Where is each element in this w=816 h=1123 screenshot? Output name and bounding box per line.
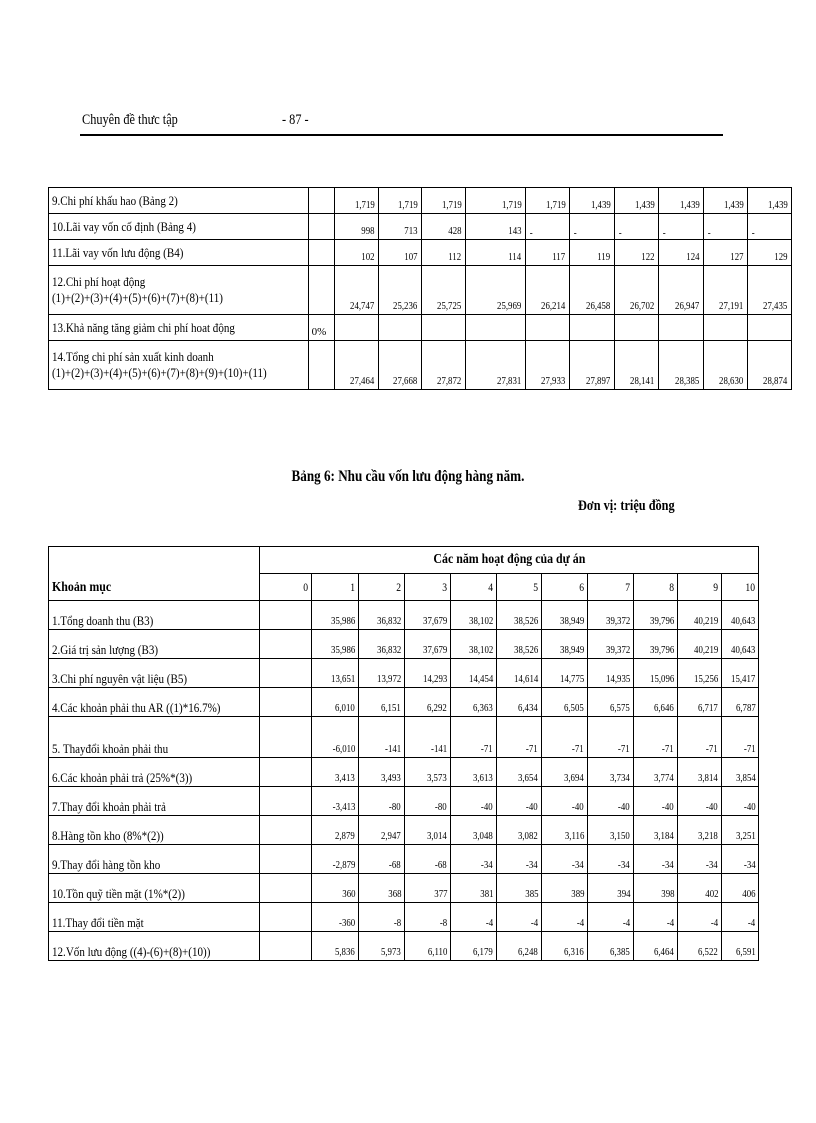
value-cell: 27,831: [465, 341, 525, 390]
value-cell: 6,110: [405, 932, 451, 961]
value-cell: -141: [359, 717, 405, 758]
year-header: 6: [542, 574, 588, 601]
value-cell: 37,679: [405, 630, 451, 659]
row-label: 4.Các khoản phải thu AR ((1)*16.7%): [49, 688, 260, 717]
year-header: 1: [312, 574, 359, 601]
row-label: 9.Chi phí khấu hao (Bảng 2): [49, 188, 309, 214]
base-cell: [308, 240, 334, 266]
working-capital-table: [48, 546, 759, 961]
value-cell: -: [747, 214, 791, 240]
value-cell: [260, 845, 312, 874]
value-cell: 3,251: [722, 816, 759, 845]
value-cell: 37,679: [405, 601, 451, 630]
value-cell: 428: [421, 214, 465, 240]
value-cell: -4: [451, 903, 497, 932]
year-header: 3: [405, 574, 451, 601]
value-cell: 713: [378, 214, 421, 240]
value-cell: -34: [678, 845, 722, 874]
year-header: 10: [722, 574, 759, 601]
value-cell: 124: [658, 240, 703, 266]
table-row: [49, 758, 759, 787]
value-cell: 38,949: [542, 601, 588, 630]
value-cell: 394: [588, 874, 634, 903]
value-cell: 36,832: [359, 630, 405, 659]
table-caption: Bảng 6: Nhu cầu vốn lưu động hàng năm.: [291, 468, 525, 485]
value-cell: -4: [634, 903, 678, 932]
value-cell: 15,256: [678, 659, 722, 688]
year-header: 7: [588, 574, 634, 601]
row-label: 13.Khả năng tăng giảm chi phí hoat động: [49, 315, 309, 341]
table-row: [49, 341, 792, 390]
value-cell: -34: [497, 845, 542, 874]
table-row: [49, 659, 759, 688]
row-label: 2.Giá trị sản lượng (B3): [49, 630, 260, 659]
value-cell: 1,719: [334, 188, 378, 214]
row-label: 9.Thay đổi hàng tồn kho: [49, 845, 260, 874]
item-header: Khoản mục: [49, 547, 260, 601]
value-cell: -71: [497, 717, 542, 758]
value-cell: [569, 315, 614, 341]
value-cell: 5,836: [312, 932, 359, 961]
value-cell: 998: [334, 214, 378, 240]
value-cell: 5,973: [359, 932, 405, 961]
value-cell: 1,719: [525, 188, 569, 214]
year-header: 2: [359, 574, 405, 601]
row-label: 10.Lãi vay vốn cố định (Bảng 4): [49, 214, 309, 240]
value-cell: 25,969: [465, 266, 525, 315]
value-cell: 15,417: [722, 659, 759, 688]
value-cell: 27,872: [421, 341, 465, 390]
value-cell: 6,575: [588, 688, 634, 717]
value-cell: 27,464: [334, 341, 378, 390]
value-cell: [703, 315, 747, 341]
value-cell: 14,293: [405, 659, 451, 688]
base-cell: [308, 266, 334, 315]
value-cell: 36,832: [359, 601, 405, 630]
value-cell: 3,184: [634, 816, 678, 845]
value-cell: 3,048: [451, 816, 497, 845]
value-cell: 3,150: [588, 816, 634, 845]
value-cell: -34: [634, 845, 678, 874]
value-cell: 102: [334, 240, 378, 266]
value-cell: 112: [421, 240, 465, 266]
value-cell: 28,385: [658, 341, 703, 390]
value-cell: 3,493: [359, 758, 405, 787]
value-cell: 3,654: [497, 758, 542, 787]
value-cell: 40,643: [722, 601, 759, 630]
value-cell: 35,986: [312, 601, 359, 630]
value-cell: -2,879: [312, 845, 359, 874]
table-row: [49, 787, 759, 816]
table-row: [49, 717, 759, 758]
value-cell: 3,814: [678, 758, 722, 787]
value-cell: 6,385: [588, 932, 634, 961]
value-cell: [260, 816, 312, 845]
page-header: [82, 112, 722, 134]
row-label: 1.Tổng doanh thu (B3): [49, 601, 260, 630]
value-cell: -40: [588, 787, 634, 816]
value-cell: -68: [405, 845, 451, 874]
value-cell: [525, 315, 569, 341]
table-row: [49, 315, 792, 341]
base-cell: [308, 188, 334, 214]
table-row: [49, 903, 759, 932]
cost-table-continued: [48, 187, 792, 390]
value-cell: -71: [588, 717, 634, 758]
value-cell: -: [525, 214, 569, 240]
value-cell: -4: [588, 903, 634, 932]
value-cell: -40: [451, 787, 497, 816]
value-cell: 6,591: [722, 932, 759, 961]
value-cell: -6,010: [312, 717, 359, 758]
value-cell: 28,630: [703, 341, 747, 390]
value-cell: 26,458: [569, 266, 614, 315]
value-cell: 6,464: [634, 932, 678, 961]
value-cell: -3,413: [312, 787, 359, 816]
value-cell: 107: [378, 240, 421, 266]
value-cell: [421, 315, 465, 341]
value-cell: -80: [405, 787, 451, 816]
value-cell: 3,573: [405, 758, 451, 787]
value-cell: 3,082: [497, 816, 542, 845]
value-cell: 143: [465, 214, 525, 240]
year-header: 8: [634, 574, 678, 601]
value-cell: 27,191: [703, 266, 747, 315]
value-cell: 2,879: [312, 816, 359, 845]
header-rule: [80, 134, 723, 136]
value-cell: 1,439: [703, 188, 747, 214]
value-cell: 6,316: [542, 932, 588, 961]
value-cell: 360: [312, 874, 359, 903]
value-cell: -: [703, 214, 747, 240]
value-cell: 27,933: [525, 341, 569, 390]
value-cell: 3,774: [634, 758, 678, 787]
value-cell: [334, 315, 378, 341]
value-cell: 1,719: [378, 188, 421, 214]
value-cell: 1,439: [569, 188, 614, 214]
value-cell: 40,643: [722, 630, 759, 659]
value-cell: 40,219: [678, 601, 722, 630]
row-label: 11.Thay đổi tiền mặt: [49, 903, 260, 932]
value-cell: 122: [614, 240, 658, 266]
value-cell: -8: [405, 903, 451, 932]
value-cell: 38,526: [497, 630, 542, 659]
table-row: [49, 214, 792, 240]
value-cell: -4: [678, 903, 722, 932]
value-cell: -71: [634, 717, 678, 758]
row-label: 5. Thayđổi khoản phải thu: [49, 717, 260, 758]
value-cell: 1,439: [658, 188, 703, 214]
value-cell: [260, 601, 312, 630]
year-header: 5: [497, 574, 542, 601]
value-cell: 39,372: [588, 601, 634, 630]
base-cell: [308, 341, 334, 390]
value-cell: 3,014: [405, 816, 451, 845]
value-cell: -34: [588, 845, 634, 874]
value-cell: -: [614, 214, 658, 240]
value-cell: 6,248: [497, 932, 542, 961]
value-cell: 3,116: [542, 816, 588, 845]
year-header: 9: [678, 574, 722, 601]
row-label: 8.Hàng tồn kho (8%*(2)): [49, 816, 260, 845]
row-label: 11.Lãi vay vốn lưu động (B4): [49, 240, 309, 266]
value-cell: -40: [678, 787, 722, 816]
value-cell: [260, 787, 312, 816]
table-row: [49, 874, 759, 903]
row-label: 3.Chi phí nguyên vật liệu (B5): [49, 659, 260, 688]
value-cell: 13,651: [312, 659, 359, 688]
value-cell: [747, 315, 791, 341]
value-cell: 3,854: [722, 758, 759, 787]
value-cell: [260, 874, 312, 903]
year-header: 0: [260, 574, 312, 601]
value-cell: 385: [497, 874, 542, 903]
value-cell: 6,292: [405, 688, 451, 717]
value-cell: -: [658, 214, 703, 240]
value-cell: -80: [359, 787, 405, 816]
value-cell: 6,010: [312, 688, 359, 717]
years-group-header: Các năm hoạt động của dự án: [260, 547, 759, 574]
value-cell: [260, 659, 312, 688]
value-cell: -71: [722, 717, 759, 758]
value-cell: 381: [451, 874, 497, 903]
value-cell: 28,874: [747, 341, 791, 390]
value-cell: 26,214: [525, 266, 569, 315]
value-cell: 25,725: [421, 266, 465, 315]
value-cell: 38,102: [451, 630, 497, 659]
value-cell: 129: [747, 240, 791, 266]
value-cell: 6,363: [451, 688, 497, 717]
value-cell: 1,439: [747, 188, 791, 214]
table-row: [49, 845, 759, 874]
value-cell: -71: [678, 717, 722, 758]
row-label: 12.Vốn lưu động ((4)-(6)+(8)+(10)): [49, 932, 260, 961]
value-cell: 25,236: [378, 266, 421, 315]
value-cell: 24,747: [334, 266, 378, 315]
value-cell: 40,219: [678, 630, 722, 659]
value-cell: 38,102: [451, 601, 497, 630]
value-cell: -68: [359, 845, 405, 874]
value-cell: 402: [678, 874, 722, 903]
value-cell: 6,179: [451, 932, 497, 961]
value-cell: 14,775: [542, 659, 588, 688]
value-cell: [658, 315, 703, 341]
row-label: 6.Các khoản phải trả (25%*(3)): [49, 758, 260, 787]
value-cell: 6,522: [678, 932, 722, 961]
value-cell: -4: [722, 903, 759, 932]
value-cell: -40: [634, 787, 678, 816]
value-cell: 26,702: [614, 266, 658, 315]
table-header-row: [49, 547, 759, 574]
value-cell: 26,947: [658, 266, 703, 315]
value-cell: [260, 903, 312, 932]
value-cell: 27,897: [569, 341, 614, 390]
table-row: [49, 188, 792, 214]
row-label: 12.Chi phí hoạt động (1)+(2)+(3)+(4)+(5)+(6)+(7)+(8)+(11): [49, 266, 309, 315]
value-cell: 38,526: [497, 601, 542, 630]
value-cell: -141: [405, 717, 451, 758]
page-number: - 87 -: [282, 112, 309, 128]
value-cell: 13,972: [359, 659, 405, 688]
value-cell: -34: [722, 845, 759, 874]
value-cell: [378, 315, 421, 341]
table-row: [49, 688, 759, 717]
table-row: [49, 601, 759, 630]
value-cell: 3,694: [542, 758, 588, 787]
value-cell: 1,439: [614, 188, 658, 214]
table-row: [49, 816, 759, 845]
value-cell: 39,796: [634, 630, 678, 659]
value-cell: 1,719: [421, 188, 465, 214]
value-cell: 38,949: [542, 630, 588, 659]
value-cell: 14,614: [497, 659, 542, 688]
base-cell: [308, 214, 334, 240]
table-row: [49, 240, 792, 266]
value-cell: 114: [465, 240, 525, 266]
value-cell: 27,668: [378, 341, 421, 390]
value-cell: 3,218: [678, 816, 722, 845]
unit-label: Đơn vị: triệu đồng: [578, 498, 675, 514]
value-cell: 2,947: [359, 816, 405, 845]
value-cell: 377: [405, 874, 451, 903]
value-cell: [260, 717, 312, 758]
value-cell: 14,454: [451, 659, 497, 688]
value-cell: 39,372: [588, 630, 634, 659]
value-cell: 15,096: [634, 659, 678, 688]
value-cell: 6,151: [359, 688, 405, 717]
table-row: [49, 630, 759, 659]
value-cell: 119: [569, 240, 614, 266]
value-cell: -: [569, 214, 614, 240]
value-cell: -34: [542, 845, 588, 874]
table-row: [49, 932, 759, 961]
value-cell: [260, 688, 312, 717]
value-cell: -8: [359, 903, 405, 932]
value-cell: 6,717: [678, 688, 722, 717]
value-cell: 1,719: [465, 188, 525, 214]
value-cell: 3,413: [312, 758, 359, 787]
value-cell: -4: [497, 903, 542, 932]
table-row: [49, 266, 792, 315]
value-cell: 6,434: [497, 688, 542, 717]
value-cell: 398: [634, 874, 678, 903]
value-cell: -40: [542, 787, 588, 816]
value-cell: [465, 315, 525, 341]
value-cell: 368: [359, 874, 405, 903]
value-cell: 3,734: [588, 758, 634, 787]
value-cell: -360: [312, 903, 359, 932]
row-label: 10.Tồn quỹ tiền mặt (1%*(2)): [49, 874, 260, 903]
row-label: 14.Tổng chi phí sản xuất kinh doanh (1)+(2)+(3)+(4)+(5)+(6)+(7)+(8)+(9)+(10)+(11): [49, 341, 309, 390]
value-cell: 6,787: [722, 688, 759, 717]
value-cell: [614, 315, 658, 341]
value-cell: 35,986: [312, 630, 359, 659]
value-cell: [260, 630, 312, 659]
value-cell: 14,935: [588, 659, 634, 688]
value-cell: -34: [451, 845, 497, 874]
year-header: 4: [451, 574, 497, 601]
value-cell: [260, 758, 312, 787]
header-title: Chuyên đề thưc tập: [82, 112, 178, 128]
value-cell: -40: [497, 787, 542, 816]
value-cell: -40: [722, 787, 759, 816]
value-cell: 28,141: [614, 341, 658, 390]
value-cell: 117: [525, 240, 569, 266]
value-cell: [260, 932, 312, 961]
row-label: 7.Thay đổi khoản phải trả: [49, 787, 260, 816]
value-cell: 406: [722, 874, 759, 903]
value-cell: 27,435: [747, 266, 791, 315]
value-cell: 3,613: [451, 758, 497, 787]
value-cell: 39,796: [634, 601, 678, 630]
value-cell: -71: [542, 717, 588, 758]
value-cell: -4: [542, 903, 588, 932]
value-cell: -71: [451, 717, 497, 758]
value-cell: 6,505: [542, 688, 588, 717]
value-cell: 127: [703, 240, 747, 266]
value-cell: 6,646: [634, 688, 678, 717]
value-cell: 389: [542, 874, 588, 903]
base-cell: 0%: [308, 315, 334, 341]
